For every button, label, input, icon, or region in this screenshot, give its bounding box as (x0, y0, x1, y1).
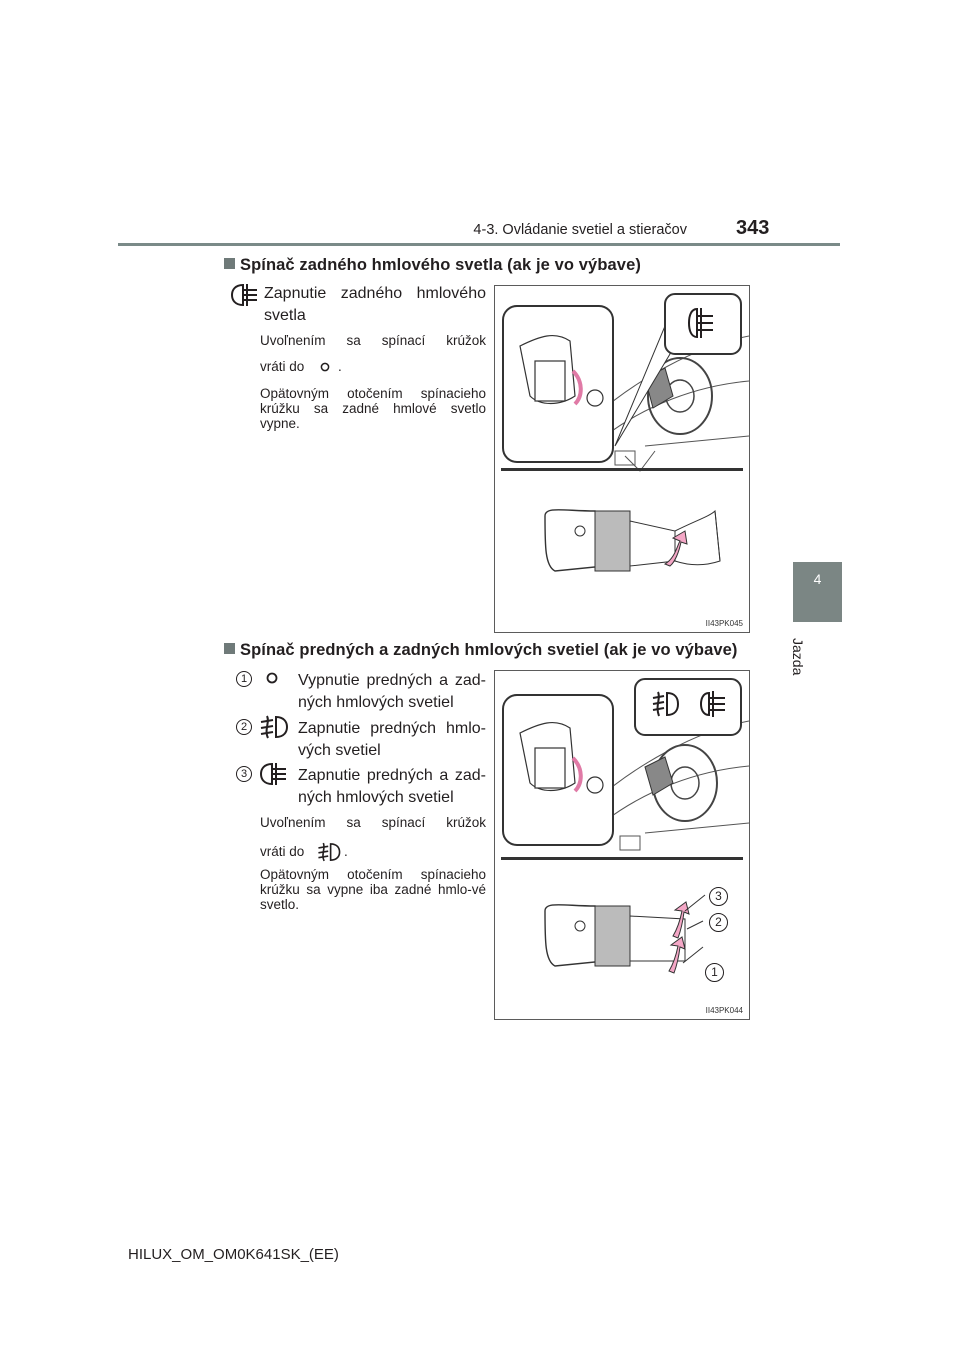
item-3-line2: ných hmlových svetiel (298, 789, 454, 806)
front-rear-release-line2: vráti do . (260, 841, 348, 863)
item-number-1: 1 (236, 671, 252, 687)
item-number-2: 2 (236, 719, 252, 735)
figure-callout-3: 3 (709, 887, 728, 906)
item-3-line1: Zapnutie predných a zad- (298, 767, 486, 784)
section-title-front-rear-fog: Spínač predných a zadných hmlových svetiel (ak je vo výbave) (224, 641, 738, 660)
header-section-title: 4-3. Ovládanie svetiel a stieračov (473, 222, 687, 238)
figure-code: II43PK045 (705, 619, 743, 628)
page-number: 343 (736, 217, 770, 239)
item-1-line2: ných hmlových svetiel (298, 694, 454, 711)
rear-fog-icon (230, 282, 260, 308)
rear-fog-release-line1: Uvoľnením sa spínací krúžok (260, 333, 486, 348)
item-2-line1: Zapnutie predných hmlo- (298, 720, 486, 737)
bullet-square-icon (224, 643, 235, 654)
off-position-icon (320, 362, 330, 372)
chapter-number: 4 (813, 571, 822, 587)
front-fog-icon (258, 714, 290, 740)
section-title-rear-fog: Spínač zadného hmlového svetla (ak je vo výbave) (224, 256, 641, 275)
front-rear-release-line1: Uvoľnením sa spínací krúžok (260, 815, 486, 830)
bullet-square-icon (224, 258, 235, 269)
figure-callout-2: 2 (709, 913, 728, 932)
figure-front-rear-fog-switch (494, 670, 750, 1020)
rear-fog-icon (259, 761, 289, 787)
item-number-3: 3 (236, 766, 252, 782)
item-2-line2: vých svetiel (298, 742, 381, 759)
chapter-name: Jazda (790, 638, 806, 676)
rear-fog-off-note: Opätovným otočením spínacieho krúžku sa zadné hmlové svetlo vypne. (260, 386, 486, 431)
rear-fog-item-line1: Zapnutie zadného hmlového (264, 285, 486, 302)
figure-divider (501, 857, 743, 860)
header-rule (118, 243, 840, 246)
rear-fog-item-line2: svetla (264, 307, 306, 324)
rear-fog-release-line2: vráti do . (260, 359, 342, 374)
front-rear-off-note: Opätovným otočením spínacieho krúžku sa vypne iba zadné hmlo-vé svetlo. (260, 867, 486, 912)
figure-rear-fog-switch (494, 285, 750, 633)
front-fog-icon (316, 841, 342, 863)
figure-callout-1: 1 (705, 963, 724, 982)
figure-divider (501, 468, 743, 471)
figure-code: II43PK044 (705, 1006, 743, 1015)
item-1-line1: Vypnutie predných a zad- (298, 672, 486, 689)
footer-document-id: HILUX_OM_OM0K641SK_(EE) (128, 1246, 339, 1263)
off-position-icon (265, 671, 279, 685)
figure-lever-drawing (535, 486, 745, 606)
